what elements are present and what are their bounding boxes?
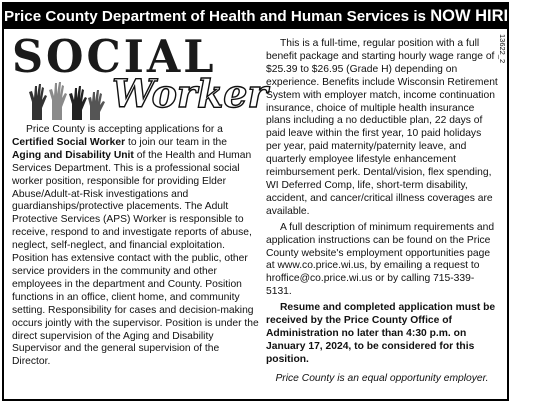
deadline-paragraph [266,302,498,367]
position-title: Certified Social Worker [12,136,126,148]
logo-social-text: SOCIAL [12,30,217,84]
social-worker-logo [12,30,268,124]
banner-text: Price County Department of Health and Human Services is [4,8,431,25]
left-column [12,30,268,369]
ad-code: 13622_2 [498,34,507,64]
intro-text-2: to join our team in the [125,136,228,148]
raised-hands-icon [26,80,106,120]
instructions-paragraph: A full description of minimum requirements and application instructions can be found on the Price County website's employment opportunities page at www.co.price.wi.us, by emailing a request to hroffice@co.price.wi.us or by calling 715-339-5131. [266,221,495,298]
logo-worker-text: Worker [112,71,268,116]
unit-name: Aging and Disability Unit [12,149,134,161]
now-hiring-text: NOW HIRING [430,7,533,25]
eoe-tagline: Price County is an equal opportunity employer. [275,372,489,384]
header-banner [4,4,533,29]
intro-text: Price County is accepting applications for a [26,124,223,135]
description-text: of the Health and Human Services Department. This is a professional social worker position, responsible for providing Elder Abuse/Adult-at-Risk investigations and guardianships/protective placements. The Adult Protective Services (APS) Worker is responsible to receive, respond to and investigate reports of abuse, neglect, self-neglect, and financial exploitation. Position has extensive contact with the public, other service providers in the community and other employees in the department and County. Position functions in an office, client home, and community setting. Responsibility for cases and decision-making occurs jointly with the supervisor. Position is under the direct supervision of the Aging and Disability Supervisor and the general supervision of the Director. [12,149,259,368]
benefits-paragraph: This is a full-time, regular position with a full benefit package and starting hourly wage range of $25.39 to $26.95 (Grade H) depending on experience. Benefits include Wisconsin Retirement System with employer match, income continuation insurance, choice of multiple health insurance plans including a no deductible plan, 22 days of paid leave within the first year, 10 paid holidays per year, paid maternity/paternity leave, and quarterly employee lifestyle enhancement reimbursement perk. Dental/vision, flex spending, WI Deferred Comp, life, short-term disability, accident, and cancer/critical illness coverages are available. [266,38,498,217]
deadline-text: Resume and completed application must be received by the Price County Office of Administration no later than 4:30 p.m. on January 17, 2024, to be considered for this position. [266,302,496,365]
left-paragraph [12,124,259,369]
job-ad [2,2,533,401]
right-column [266,38,498,386]
